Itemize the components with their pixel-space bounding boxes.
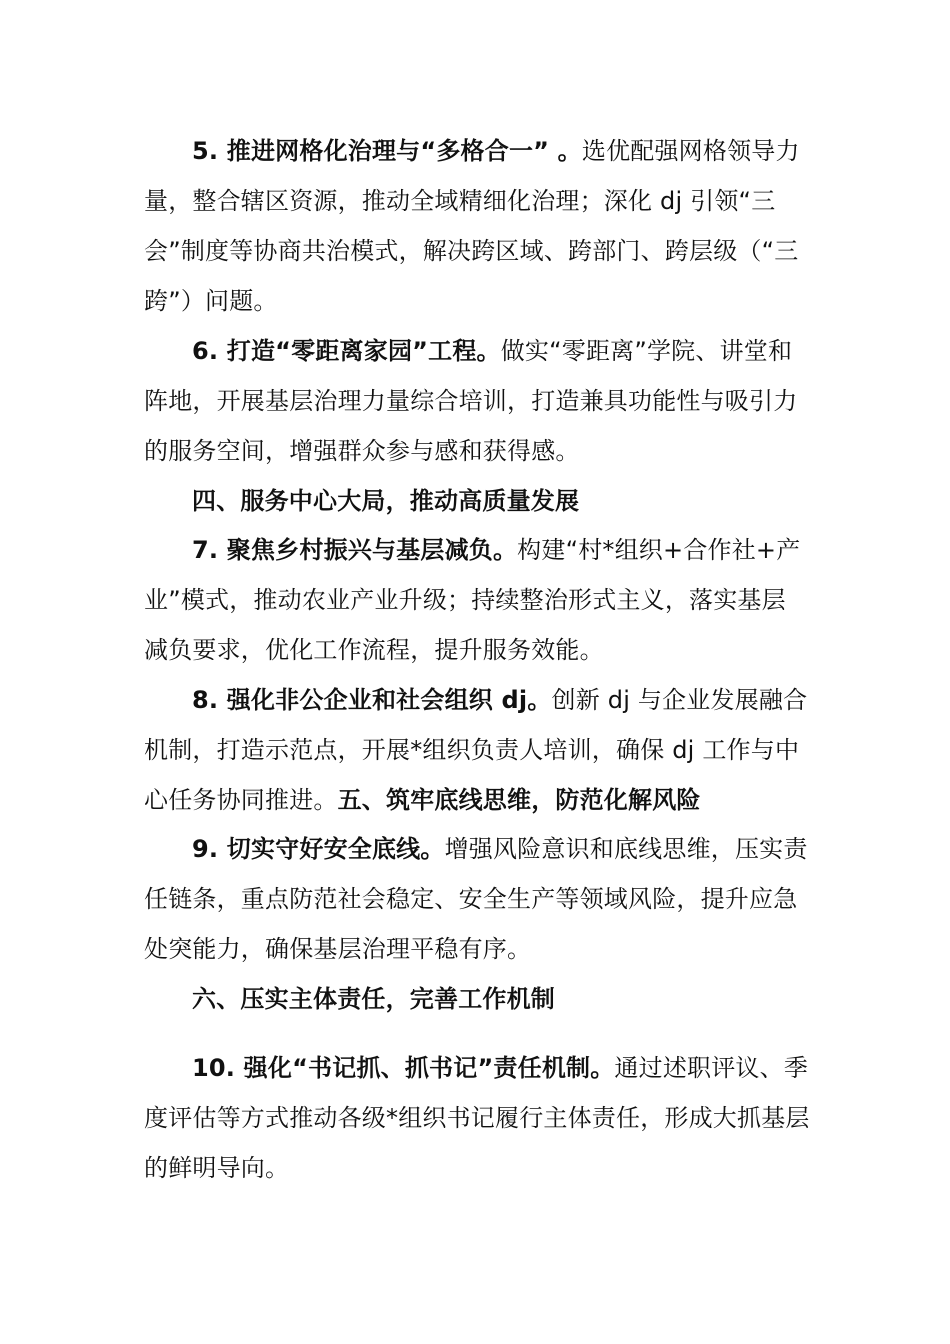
paragraph-item-6 xyxy=(144,326,810,476)
section-heading-5: 五、筑牢底线思维，防范化解风险 xyxy=(337,786,701,814)
item-7-title: 7. 聚焦乡村振兴与基层减负。 xyxy=(192,536,518,564)
paragraph-item-7 xyxy=(144,525,810,675)
paragraph-item-10 xyxy=(144,1043,810,1193)
item-10-body: 通过述职评议、季度评估等方式推动各级*组织书记履行主体责任，形成大抓基层的鲜明导向。 xyxy=(144,1054,810,1182)
item-9-body: 增强风险意识和底线思维，压实责任链条，重点防范社会稳定、安全生产等领域风险，提升应急处突能力，确保基层治理平稳有序。 xyxy=(144,835,808,963)
item-8-title: 8. 强化非公企业和社会组织 dj。 xyxy=(192,686,552,714)
item-6-body: 做实“零距离”学院、讲堂和阵地，开展基层治理力量综合培训，打造兼具功能性与吸引力的服务空间，增强群众参与感和获得感。 xyxy=(144,337,798,465)
paragraph-item-5 xyxy=(144,126,810,326)
item-10-title: 10. 强化“书记抓、抓书记”责任机制。 xyxy=(192,1054,615,1082)
item-8-body: 创新 dj 与企业发展融合机制，打造示范点，开展*组织负责人培训，确保 dj 工作与中心任务协同推进。 xyxy=(144,686,808,814)
section-heading-6: 六、压实主体责任，完善工作机制 xyxy=(192,985,555,1013)
item-7-body: 构建“村*组织+合作社+产业”模式，推动农业产业升级；持续整治形式主义，落实基层减负要求，优化工作流程，提升服务效能。 xyxy=(144,536,801,664)
item-5-title: 5. 推进网格化治理与“多格合一” 。 xyxy=(192,137,582,165)
item-6-title: 6. 打造“零距离家园”工程。 xyxy=(192,337,501,365)
paragraph-item-8 xyxy=(144,675,810,825)
paragraph-item-9 xyxy=(144,824,810,974)
section-heading-4: 四、服务中心大局，推动高质量发展 xyxy=(192,487,580,515)
item-9-title: 9. 切实守好安全底线。 xyxy=(192,835,445,863)
item-5-body: 选优配强网格领导力量，整合辖区资源，推动全域精细化治理；深化 dj 引领“三会”制度等协商共治模式，解决跨区域、跨部门、跨层级（“三跨”）问题。 xyxy=(144,137,800,315)
